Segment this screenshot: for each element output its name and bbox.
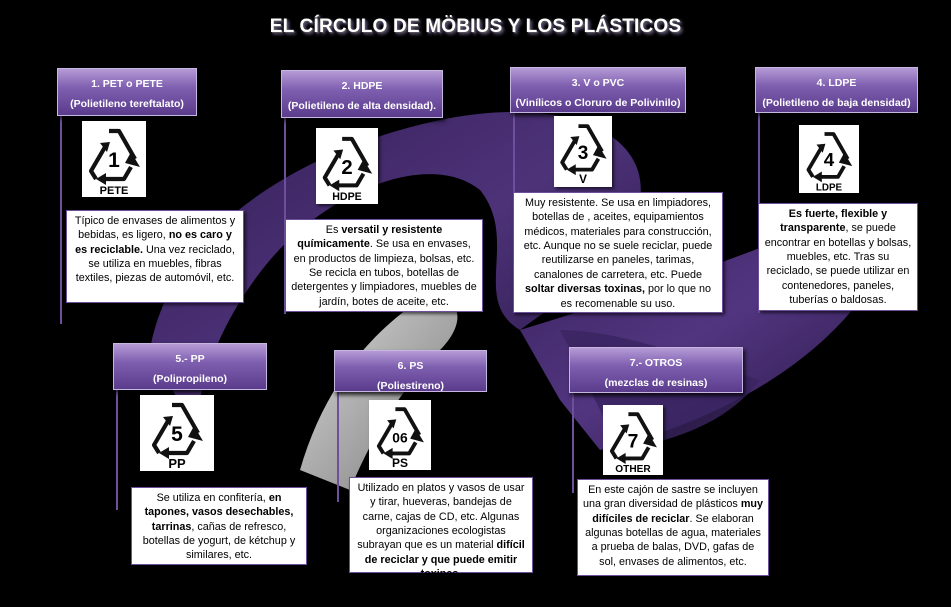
item-6-header <box>334 350 487 392</box>
item-3-symbol-number: 3 <box>577 142 589 164</box>
item-3-full-name: (Vinílicos o Cloruro de Polivinilo) <box>515 96 681 109</box>
item-2-symbol-label: HDPE <box>332 190 362 203</box>
item-7-symbol-label: OTHER <box>615 464 651 475</box>
item-5-description <box>131 487 307 565</box>
item-4-symbol-number: 4 <box>823 149 835 171</box>
item-5-description-segment: , cañas de refresco, botellas de yogurt, de kétchup y similares, etc. <box>142 520 296 562</box>
item-3-header <box>510 67 686 113</box>
item-3-description <box>513 192 723 313</box>
item-4-full-name: (Polietileno de baja densidad) <box>762 96 911 109</box>
recycling-symbol-hdpe-icon <box>316 128 378 204</box>
item-1-description <box>66 210 244 303</box>
item-1-description-segment: Una vez reciclado, se utiliza en muebles, fibras textiles, piezas de automóvil, etc. <box>75 243 235 285</box>
item-2-description-segment: versatil y resistente químicamente <box>297 224 443 251</box>
item-1-full-name: (Polietileno tereftalato) <box>70 97 184 110</box>
item-4-description-segment: , se puede encontrar en botellas y bolsas, muebles, etc. Tras su reciclado, se puede utilizar en contenedores, paneles, tuberías o baldosas. <box>764 222 912 307</box>
item-7-code: 7.- OTROS <box>629 357 683 369</box>
item-5-description-segment: en tapones, vasos desechables, tarrinas <box>144 492 294 533</box>
recycling-symbol-pete-icon <box>82 121 146 197</box>
item-5-description-segment: Se utiliza en confitería, <box>156 492 269 504</box>
item-3-description-segment: por lo que no es recomenable su uso. <box>560 283 712 310</box>
recycling-symbol-v-icon <box>554 116 612 187</box>
item-7-full-name: (mezclas de resinas) <box>604 376 708 389</box>
item-3-code: 3. V o PVC <box>571 77 625 89</box>
recycling-symbol-pp-icon <box>140 395 214 471</box>
item-6-full-name: (Poliestireno) <box>376 379 445 392</box>
item-6-description-segment: Utilizado en platos y vasos de usar y tirar, hueveras, bandejas de carne, cajas de CD, etc. Algunas organizaciones ecologistas subrayan que es un material <box>357 482 525 552</box>
item-7-description <box>577 479 769 576</box>
recycling-symbol-other-icon <box>603 405 663 475</box>
item-4-header <box>755 67 918 113</box>
item-1-header <box>57 68 197 116</box>
item-6-description-segment: difícil de reciclar y que puede emitir toxinas. <box>364 539 525 581</box>
recycling-symbol-ps-icon <box>369 400 431 470</box>
item-7-description-segment: En este cajón de sastre se incluyen una gran diversidad de plásticos <box>582 484 758 511</box>
item-1-description-segment: Típico de envases de alimentos y bebidas, es ligero, <box>74 215 236 242</box>
item-1-description-segment: no es caro y es reciclable. <box>75 229 232 256</box>
item-2-code: 2. HDPE <box>341 80 383 92</box>
item-5-header <box>113 343 267 390</box>
item-7-description-segment: muy difíciles de reciclar <box>592 498 764 525</box>
item-5-symbol-number: 5 <box>171 423 183 446</box>
item-7-description-segment: . Se elaboran algunas botellas de agua, materiales a prueba de balas, DVD, gafas de sol, envases de alimentos, etc. <box>585 512 761 568</box>
item-6-symbol-label: PS <box>392 456 408 470</box>
item-2-header <box>281 70 443 118</box>
item-7-symbol-number: 7 <box>627 430 639 453</box>
item-7-connector-line <box>572 393 574 493</box>
item-2-description <box>285 219 483 312</box>
item-1-code: 1. PET o PETE <box>91 78 163 90</box>
item-1-symbol-number: 1 <box>108 149 120 172</box>
item-5-full-name: (Polipropileno) <box>152 372 228 385</box>
item-6-description <box>349 477 533 581</box>
item-4-description <box>758 203 918 311</box>
item-2-description-segment: . Se usa en envases, en productos de limpieza, bolsas, etc. Se recicla en tubos, botellas de detergentes y limpiadores, muebles de jardín, botes de aceite, etc. <box>291 238 477 308</box>
item-5-connector-line <box>116 390 118 510</box>
item-2-symbol-number: 2 <box>341 156 353 179</box>
item-2-description-segment: Es <box>325 224 342 236</box>
item-2-full-name: (Polietileno de alta densidad). <box>287 99 437 112</box>
item-1-symbol-label: PETE <box>99 185 129 197</box>
item-5-code: 5.- PP <box>175 353 205 365</box>
item-3-description-segment: soltar diversas toxinas, <box>524 283 645 296</box>
item-4-symbol-label: LDPE <box>815 182 843 193</box>
recycling-symbol-ldpe-icon <box>799 125 859 193</box>
item-4-code: 4. LDPE <box>816 77 857 89</box>
item-4-description-segment: Es fuerte, flexible y transparente <box>780 208 888 235</box>
item-6-symbol-number: 06 <box>392 429 408 446</box>
item-5-symbol-label: PP <box>168 456 186 471</box>
item-3-symbol-label: V <box>579 173 587 187</box>
page-title: EL CÍRCULO DE MÖBIUS Y LOS PLÁSTICOS <box>269 16 682 37</box>
item-7-header <box>569 347 743 393</box>
item-6-connector-line <box>337 392 339 502</box>
item-6-code: 6. PS <box>397 360 424 372</box>
item-1-connector-line <box>60 116 62 324</box>
item-3-description-segment: Muy resistente. Se usa en limpiadores, botellas de , aceites, equipamientos médicos, materiales para construcción, etc. Aunque no se suele reciclar, puede reutilizarse en paneles, tarimas, canalones de carretera, etc. Puede <box>523 197 713 281</box>
